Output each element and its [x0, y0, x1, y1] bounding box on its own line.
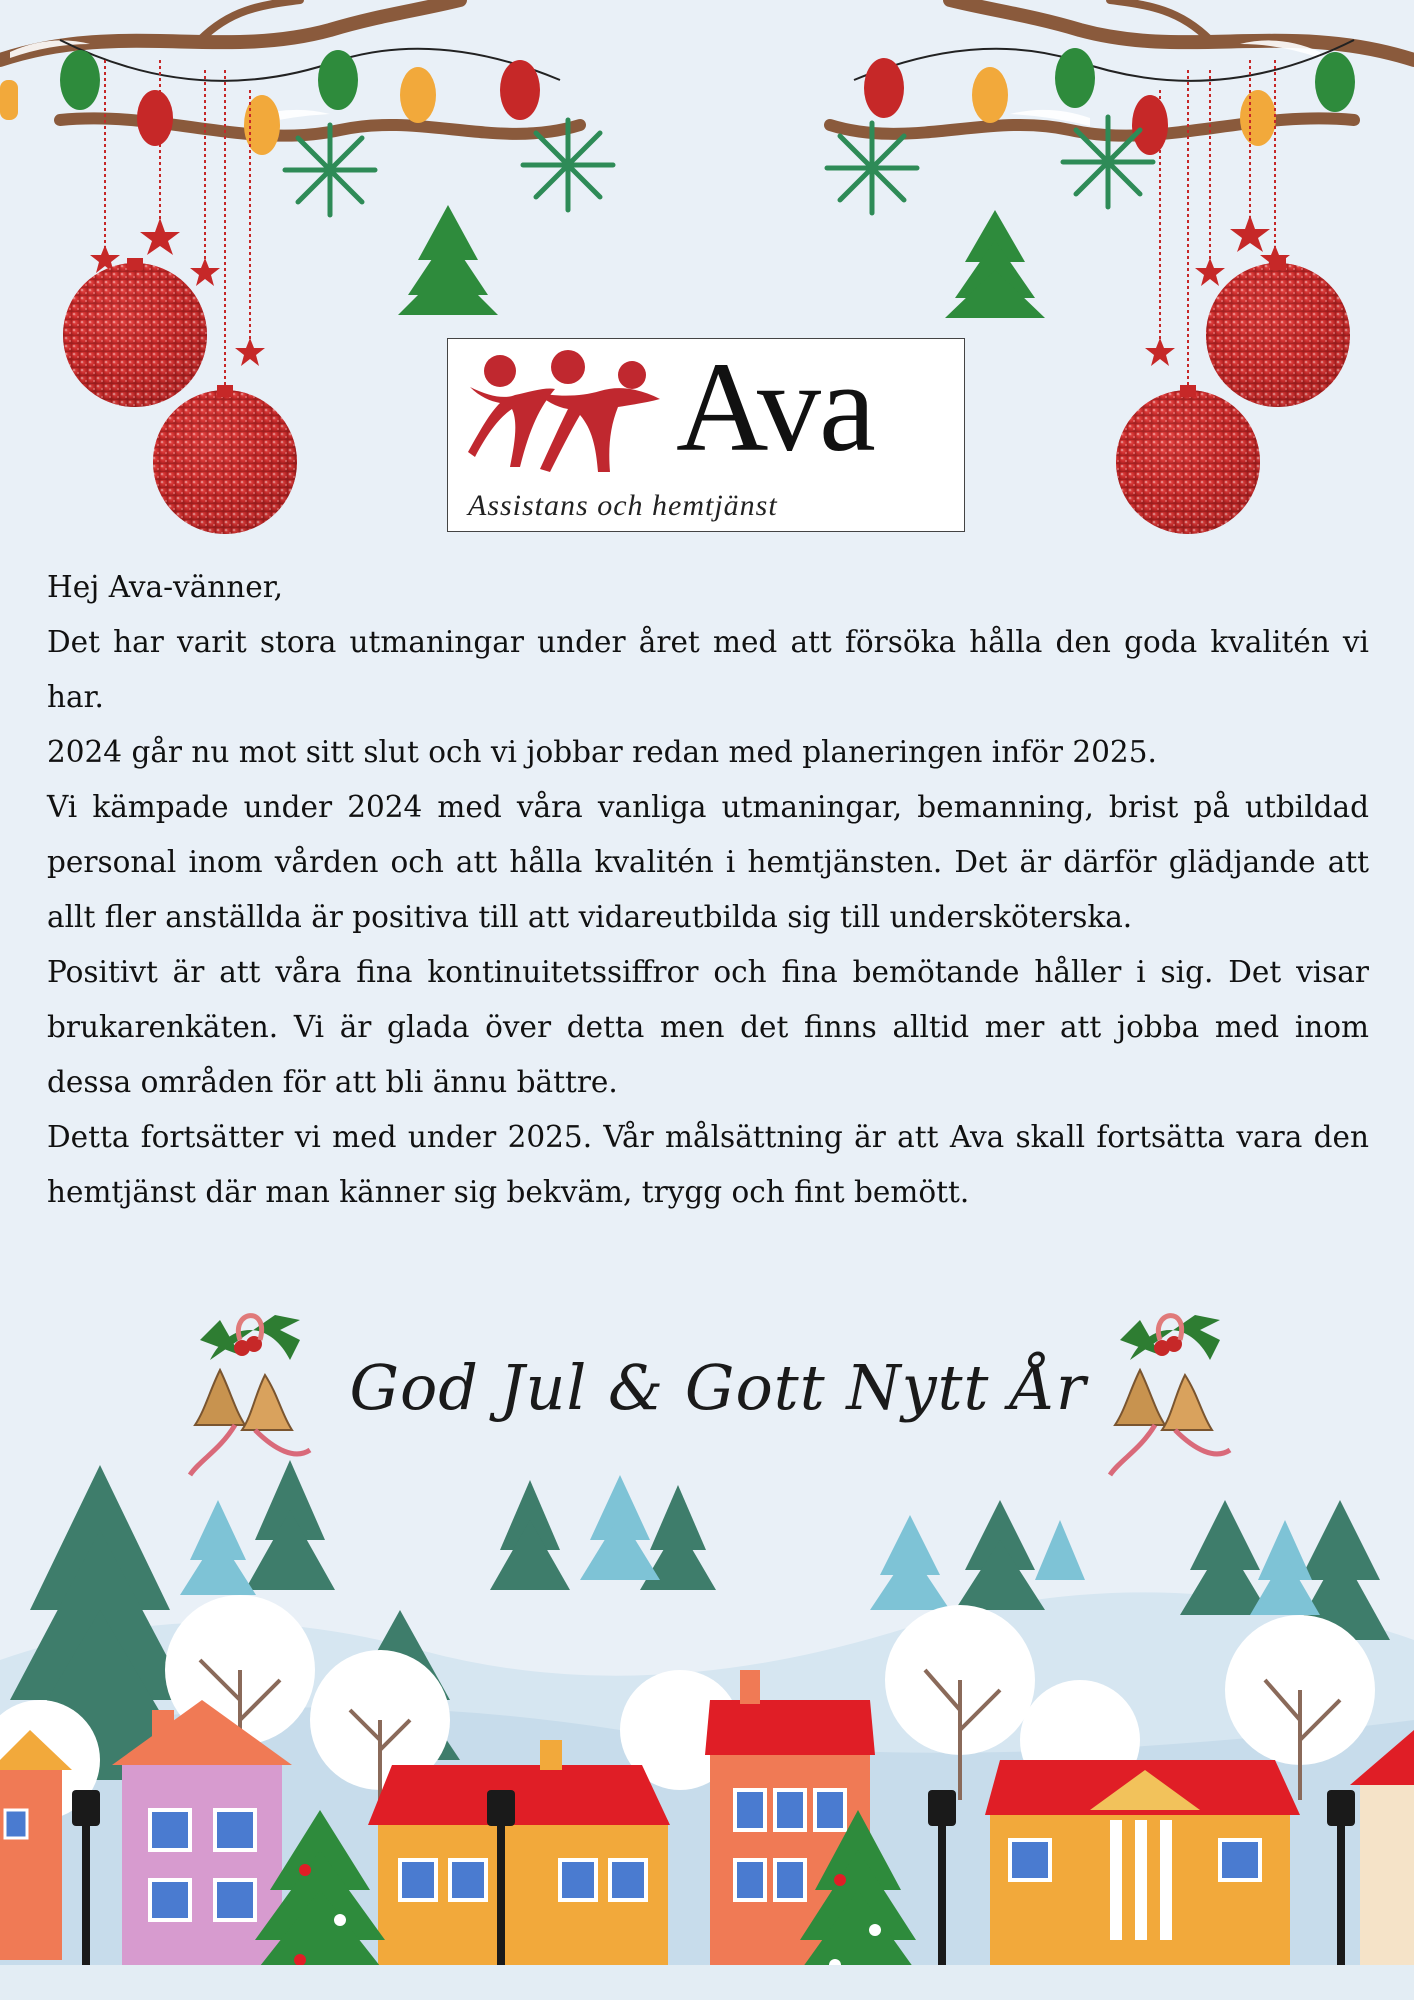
- salutation: Hej Ava-vänner,: [47, 570, 283, 604]
- paragraph: 2024 går nu mot sitt slut och vi jobbar redan med planeringen inför 2025.: [47, 735, 1157, 769]
- logo-brand-name: Ava: [676, 336, 874, 478]
- string-lights-illustration: [0, 48, 1355, 155]
- company-logo: [447, 338, 965, 532]
- letter-body: [47, 560, 1369, 1220]
- holiday-greeting: God Jul & Gott Nytt År: [349, 1351, 1087, 1424]
- branches-illustration: [0, 0, 1414, 136]
- logo-tagline: Assistans och hemtjänst: [468, 489, 778, 522]
- paragraph: Vi kämpade under 2024 med våra vanliga utmaningar, bemanning, brist på utbildad personal inom vården och att hålla kvalitén i hemtjänsten. Det är därför glädjande att allt fler anställda är positiva till att vidareutbilda sig till undersköterska.: [47, 790, 1369, 934]
- hanging-christmas-trees: [398, 205, 1045, 318]
- paragraph: Positivt är att våra fina kontinuitetssiffror och fina bemötande håller i sig. Det visar brukarenkäten. Vi är glada över detta men det finns alltid mer att jobba med inom dessa områden för att bli ännu bättre.: [47, 955, 1369, 1099]
- winter-village-illustration: [0, 1440, 1414, 2000]
- paragraph: Det har varit stora utmaningar under året med att försöka hålla den goda kvalitén vi har.: [47, 625, 1369, 714]
- paragraph: Detta fortsätter vi med under 2025. Vår målsättning är att Ava skall fortsätta vara den hemtjänst där man känner sig bekväm, trygg och fint bemött.: [47, 1120, 1369, 1209]
- people-logo-icon: [460, 347, 670, 487]
